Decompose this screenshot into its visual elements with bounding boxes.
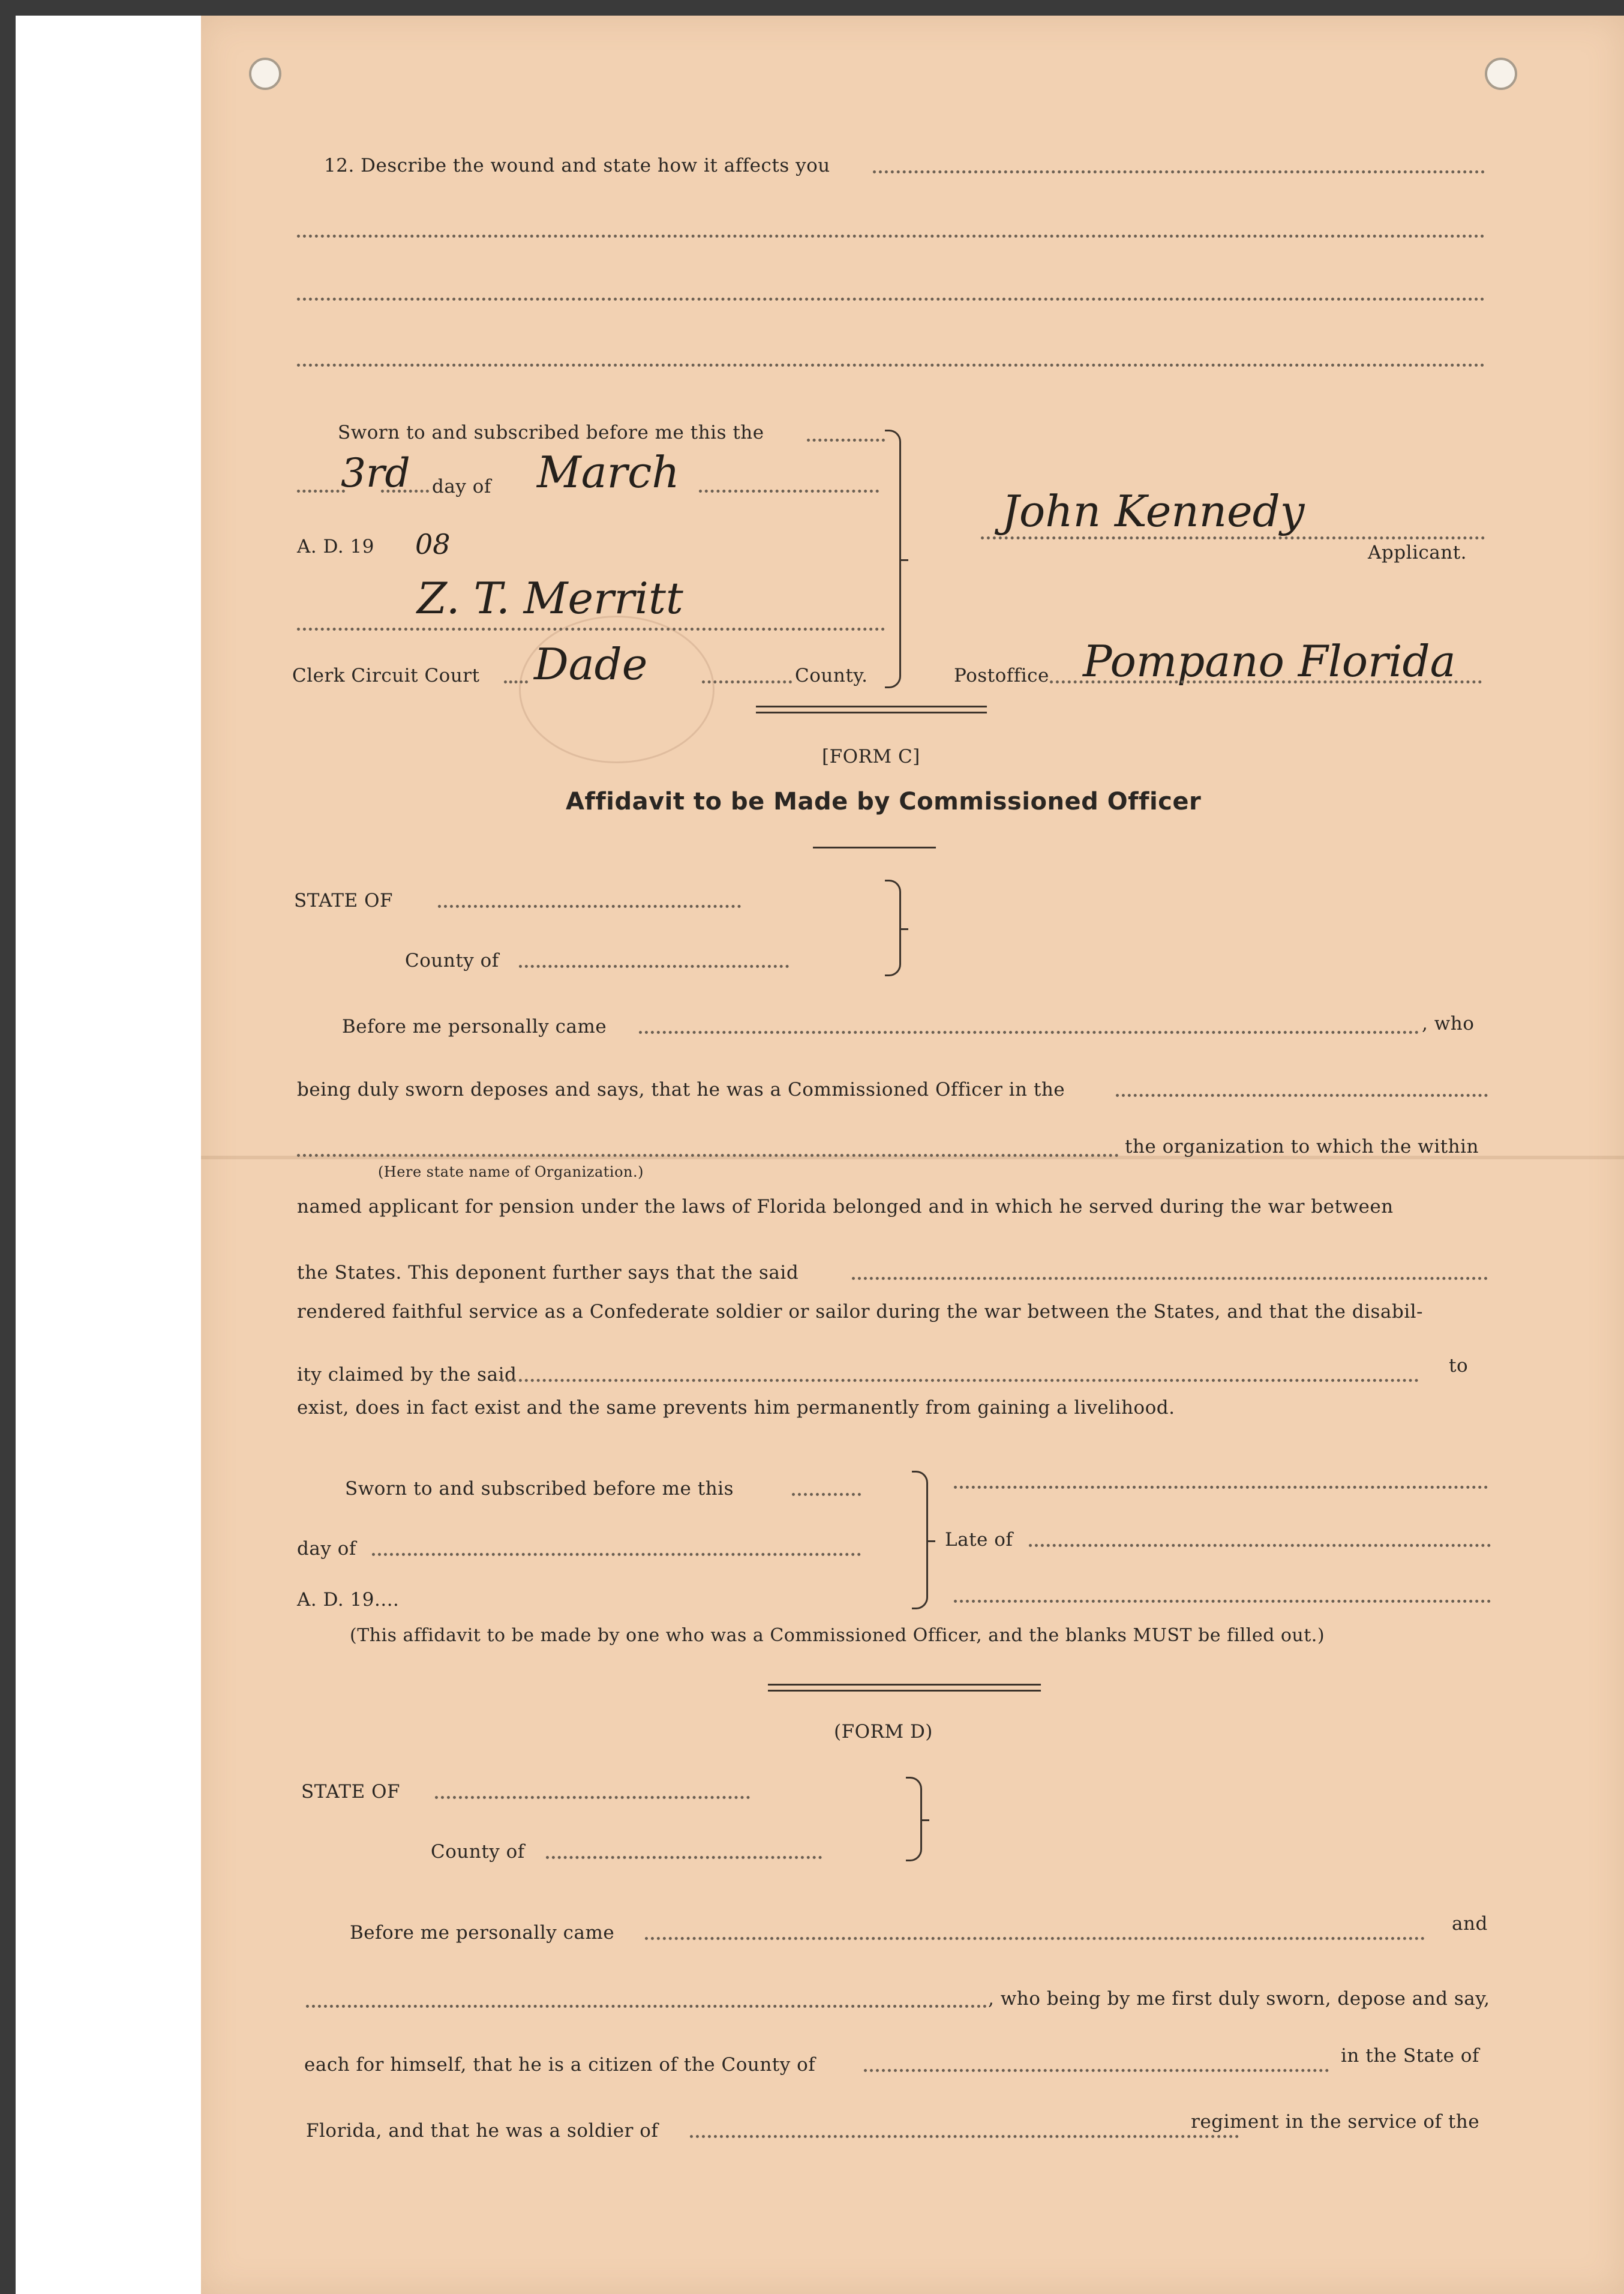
form-c-before-blank[interactable] (639, 1031, 1419, 1034)
form-d-state-blank[interactable] (435, 1796, 750, 1799)
form-c-state-blank[interactable] (438, 905, 741, 908)
form-c-line2: being duly sworn deposes and says, that he was a Commissioned Officer in the (297, 1079, 1065, 1100)
form-c-extra-line[interactable] (954, 1600, 1491, 1603)
postoffice-label: Postoffice (954, 665, 1049, 686)
form-c-ad: A. D. 19.... (297, 1589, 400, 1611)
county-label: County. (795, 665, 868, 686)
form-c-org-note: (Here state name of Organization.) (378, 1164, 644, 1180)
form-c-to: to (1449, 1355, 1469, 1377)
divider-double-2a (768, 1684, 1041, 1686)
divider-double-1a (756, 706, 987, 707)
brace-form-c-state (885, 880, 901, 976)
form-d-line4-blank[interactable] (690, 2135, 1239, 2138)
form-d-line3-blank[interactable] (864, 2069, 1329, 2072)
clerk-label: Clerk Circuit Court (292, 665, 480, 686)
form-c-lateof-label: Late of (945, 1529, 1013, 1551)
form-c-before-label: Before me personally came (342, 1016, 607, 1037)
form-d-line2-end: , who being by me first duly sworn, depose and say, (988, 1988, 1490, 2010)
form-c-line7-blank[interactable] (501, 1379, 1419, 1382)
form-d-line3: each for himself, that he is a citizen of the County of (304, 2054, 816, 2076)
q12-blank-1[interactable] (873, 170, 1485, 173)
form-c-dayof-label: day of (297, 1538, 356, 1560)
day-of-label: day of (432, 476, 491, 497)
form-c-officer-signature-line[interactable] (954, 1486, 1488, 1489)
form-c-who: , who (1422, 1013, 1475, 1034)
scanner-top-edge (0, 0, 1624, 16)
county-value: Dade (534, 639, 648, 689)
ad-label: A. D. 19 (297, 536, 374, 557)
form-c-line5-blank[interactable] (852, 1277, 1488, 1280)
form-c-sworn-blank[interactable] (792, 1493, 861, 1496)
form-c-county-label: County of (405, 950, 499, 971)
divider-double-2b (768, 1690, 1041, 1692)
q12-blank-3[interactable] (297, 298, 1485, 301)
form-c-title-rule (813, 847, 936, 848)
form-d-and: and (1452, 1913, 1488, 1935)
form-c-line3-end: the organization to which the within (1125, 1136, 1479, 1158)
day-blank-lead[interactable] (297, 490, 345, 493)
form-d-line2-blank[interactable] (306, 2005, 987, 2008)
form-d-state-label: STATE OF (301, 1781, 400, 1803)
form-c-lateof-blank[interactable] (1029, 1544, 1491, 1547)
month-blank[interactable] (699, 490, 879, 493)
form-c-state-label: STATE OF (294, 890, 393, 911)
form-c-sworn-label: Sworn to and subscribed before me this (345, 1478, 734, 1500)
punch-hole-left (249, 58, 281, 90)
sworn-blank[interactable] (807, 439, 885, 442)
form-c-title: Affidavit to be Made by Commissioned Officer (566, 788, 1202, 815)
form-c-line6: rendered faithful service as a Confederate soldier or sailor during the war between the States, and that the disabil- (297, 1301, 1424, 1323)
divider-double-1b (756, 712, 987, 713)
county-blank[interactable] (702, 680, 792, 683)
form-c-county-blank[interactable] (519, 965, 789, 968)
form-c-line8: exist, does in fact exist and the same prevents him permanently from gaining a livelihood. (297, 1397, 1175, 1419)
year-value: 08 (415, 528, 451, 560)
brace-form-c-sworn (912, 1471, 928, 1609)
applicant-label: Applicant. (1368, 542, 1467, 563)
form-c-line4: named applicant for pension under the laws of Florida belonged and in which he served during the war between (297, 1196, 1394, 1218)
postoffice-value: Pompano Florida (1083, 636, 1456, 686)
form-c-org-blank[interactable] (297, 1154, 1119, 1157)
form-d-before-blank[interactable] (645, 1937, 1425, 1940)
form-c-line5: the States. This deponent further says that the said (297, 1262, 799, 1284)
clerk-signature: Z. T. Merritt (417, 573, 683, 623)
embossed-seal (519, 616, 715, 763)
document-page (201, 16, 1624, 2294)
form-d-heading: (FORM D) (834, 1721, 933, 1743)
postoffice-line[interactable] (1050, 680, 1482, 683)
form-c-heading: [FORM C] (822, 746, 920, 767)
punch-hole-right (1485, 58, 1517, 90)
day-blank[interactable] (381, 490, 429, 493)
brace-form-d-state (906, 1777, 922, 1861)
form-d-county-blank[interactable] (546, 1856, 822, 1859)
form-d-before-label: Before me personally came (350, 1922, 615, 1944)
form-d-line3-end: in the State of (1341, 2045, 1479, 2067)
day-value: 3rd (341, 450, 410, 496)
form-d-line4-end: regiment in the service of the (1191, 2111, 1480, 2133)
form-c-dayof-blank[interactable] (372, 1553, 861, 1556)
form-c-line2-blank[interactable] (1116, 1094, 1488, 1097)
sworn-label: Sworn to and subscribed before me this the (338, 422, 764, 443)
month-value: March (537, 447, 680, 497)
q12-label: 12. Describe the wound and state how it affects you (324, 155, 830, 176)
form-c-line7: ity claimed by the said (297, 1364, 517, 1386)
form-c-note: (This affidavit to be made by one who was a Commissioned Officer, and the blanks MUST be filled out.) (350, 1625, 1325, 1646)
q12-blank-4[interactable] (297, 364, 1485, 367)
brace-sworn (885, 430, 901, 688)
form-d-line4: Florida, and that he was a soldier of (306, 2120, 659, 2142)
clerk-signature-line[interactable] (297, 628, 885, 631)
applicant-signature: John Kennedy (1002, 486, 1305, 536)
q12-blank-2[interactable] (297, 235, 1485, 238)
county-blank-lead[interactable] (504, 680, 528, 683)
applicant-signature-line[interactable] (981, 536, 1485, 539)
form-d-county-label: County of (431, 1841, 525, 1863)
scanner-left-edge (0, 0, 16, 2294)
